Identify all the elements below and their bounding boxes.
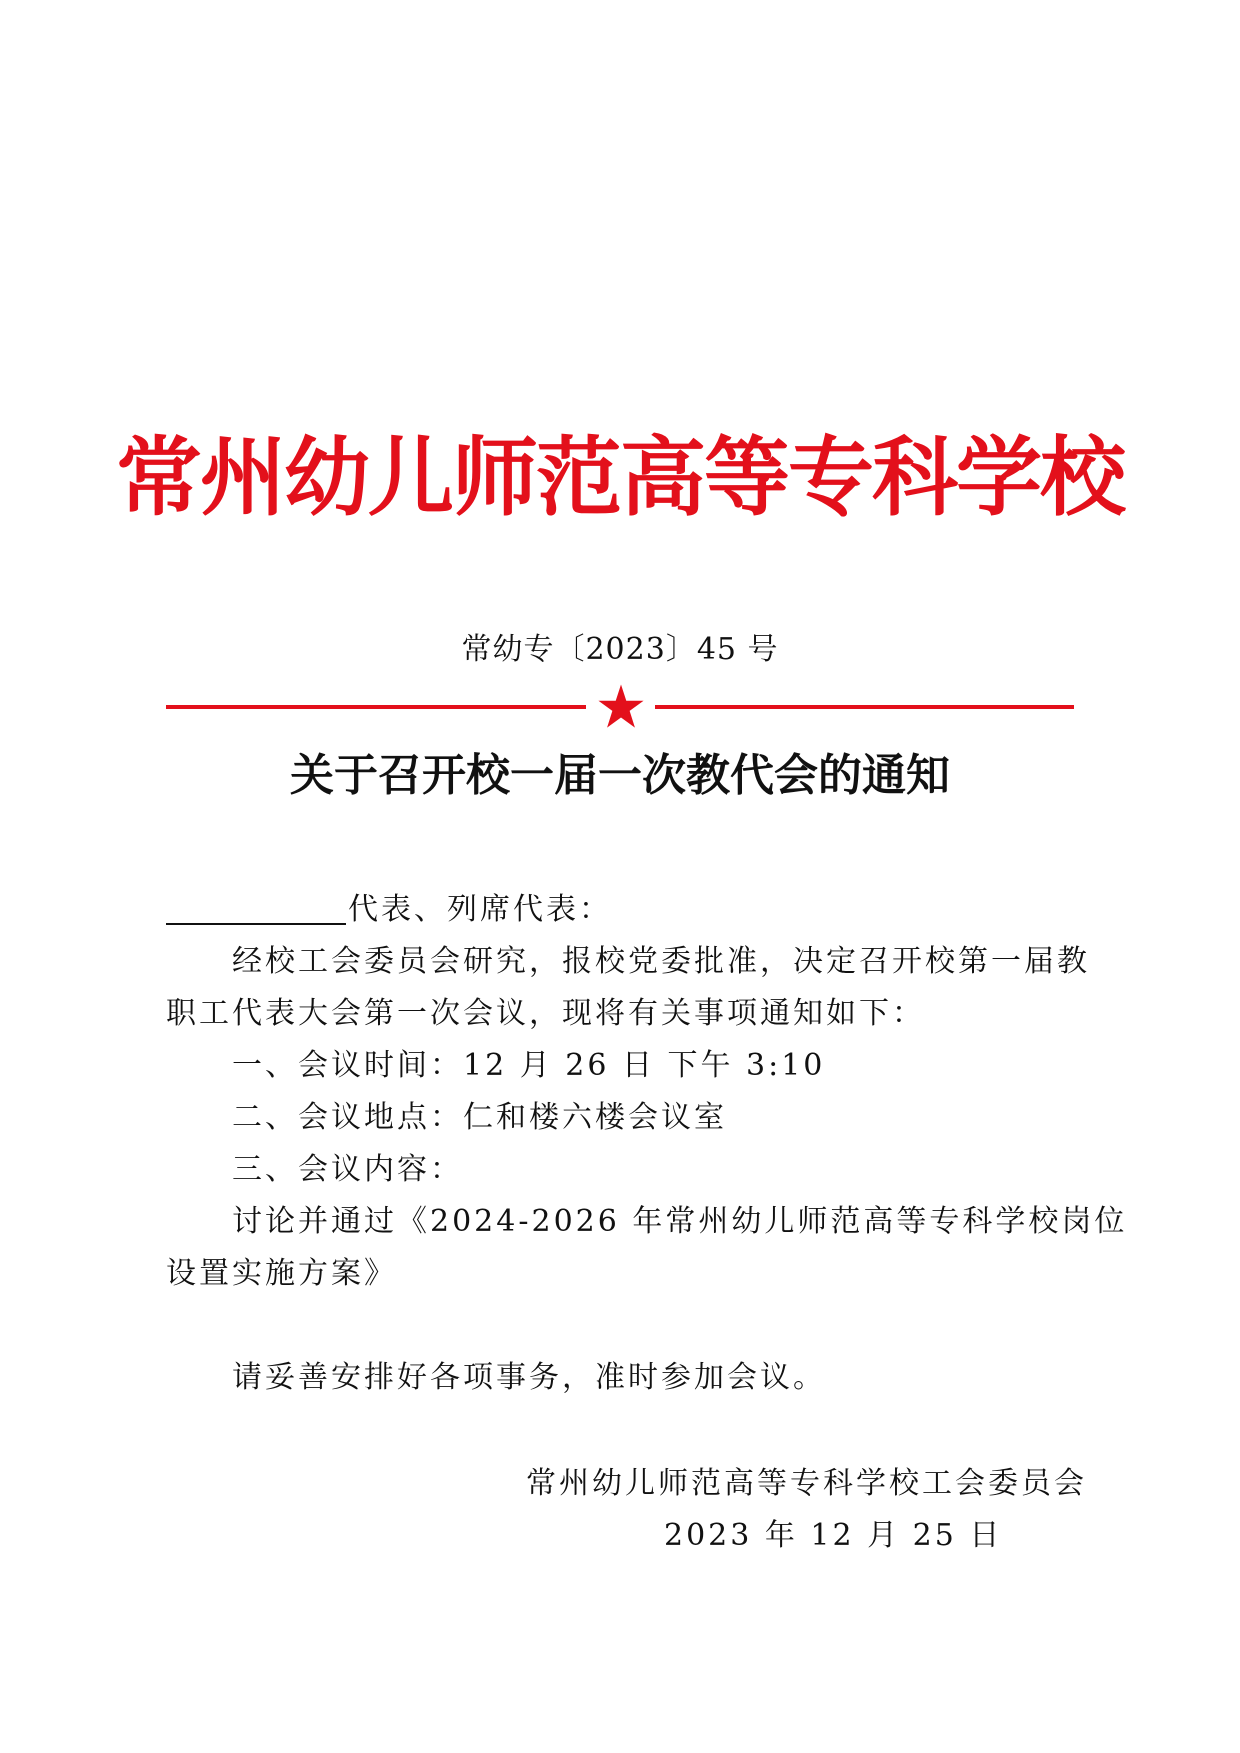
recipient-blank-line — [166, 923, 346, 925]
content-line-1: 讨论并通过《2024-2026 年常州幼儿师范高等专科学校岗位 — [232, 1204, 1128, 1239]
notice-title: 关于召开校一届一次教代会的通知 — [290, 750, 950, 801]
masthead-title: 常州幼儿师范高等专科学校 — [116, 427, 1124, 528]
closing-line: 请妥善安排好各项事务，准时参加会议。 — [232, 1360, 826, 1395]
red-rule-left — [166, 705, 586, 709]
item-meeting-time: 一、会议时间：12 月 26 日 下午 3:10 — [232, 1048, 826, 1083]
star-icon — [597, 683, 645, 731]
signature-date: 2023 年 12 月 25 日 — [664, 1518, 1003, 1553]
item-meeting-place: 二、会议地点：仁和楼六楼会议室 — [232, 1100, 727, 1135]
signature-organization: 常州幼儿师范高等专科学校工会委员会 — [526, 1466, 1087, 1501]
red-rule-right — [655, 705, 1074, 709]
intro-line-1: 经校工会委员会研究，报校党委批准，决定召开校第一届教 — [232, 944, 1090, 979]
document-number: 常幼专〔2023〕45 号 — [461, 632, 779, 667]
content-line-2: 设置实施方案》 — [166, 1256, 397, 1291]
salutation: 代表、列席代表： — [348, 892, 612, 927]
intro-line-2: 职工代表大会第一次会议，现将有关事项通知如下： — [166, 996, 925, 1031]
item-meeting-content: 三、会议内容： — [232, 1152, 463, 1187]
